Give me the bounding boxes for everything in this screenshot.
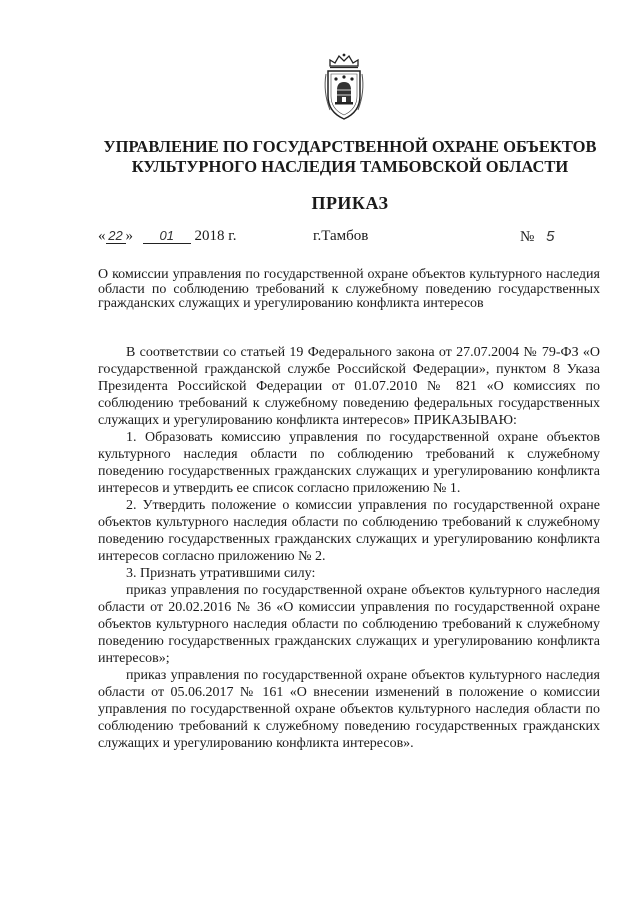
date-close-quote: » <box>125 228 133 244</box>
preamble-paragraph: В соответствии со статьей 19 Федерального закона от 27.07.2004 № 79-ФЗ «О государственной гражданской службе Российской Федерации», пунктом 8 Указа Президента Российской Федерации от 01.07.2010 № 821 «О комиссиях по соблюдению требований к служебному поведению федеральных государственных служащих и урегулированию конфликта интересов» ПРИКАЗЫВАЮ: <box>98 345 600 428</box>
order-item-3b: приказ управления по государственной охране объектов культурного наследия области от 05.06.2017 № 161 «О внесении изменений в положение о комиссии управления по государственной охране объектов культурного наследия области по соблюдению требований к служебному поведению государственных гражданских служащих и урегулированию конфликта интересов». <box>98 668 600 751</box>
date-day: 22 <box>106 228 126 244</box>
order-item-2: 2. Утвердить положение о комиссии управления по государственной охране объектов культурного наследия области по соблюдению требований к служебному поведению государственных гражданских служащих и урегулированию конфликта интересов согласно приложению № 2. <box>98 498 600 564</box>
date-year: 2018 г. <box>194 228 237 244</box>
date-month: 01 <box>143 228 191 244</box>
document-city: г.Тамбов <box>313 228 369 244</box>
org-name-line-1: УПРАВЛЕНИЕ ПО ГОСУДАРСТВЕННОЙ ОХРАНЕ ОБЪЕКТОВ <box>103 137 597 156</box>
document-type-title: ПРИКАЗ <box>311 193 389 213</box>
number-value: 5 <box>546 228 555 245</box>
org-name-line-2: КУЛЬТУРНОГО НАСЛЕДИЯ ТАМБОВСКОЙ ОБЛАСТИ <box>131 157 569 176</box>
document-number <box>520 228 554 246</box>
order-item-1: 1. Образовать комиссию управления по государственной охране объектов культурного наследия области по соблюдению требований к служебному поведению государственных гражданских служащих и урегулированию конфликта интересов и утвердить ее список согласно приложению № 1. <box>98 430 600 496</box>
number-label: № <box>520 229 535 245</box>
tambov-coat-of-arms-icon <box>322 52 366 122</box>
document-body <box>98 344 600 752</box>
order-item-3: 3. Признать утратившими силу: <box>126 566 316 581</box>
date-open-quote: « <box>98 228 106 244</box>
document-subject: О комиссии управления по государственной охране объектов культурного наследия области по соблюдению требований к служебному поведению государственных гражданских служащих и урегулированию конфликта интересов <box>98 267 600 311</box>
order-item-3a: приказ управления по государственной охране объектов культурного наследия области от 20.02.2016 № 36 «О комиссии управления по государственной охране объектов культурного наследия области по соблюдению требований к служебному поведению государственных гражданских служащих и урегулированию конфликта интересов»; <box>98 583 600 666</box>
document-date <box>98 228 236 245</box>
